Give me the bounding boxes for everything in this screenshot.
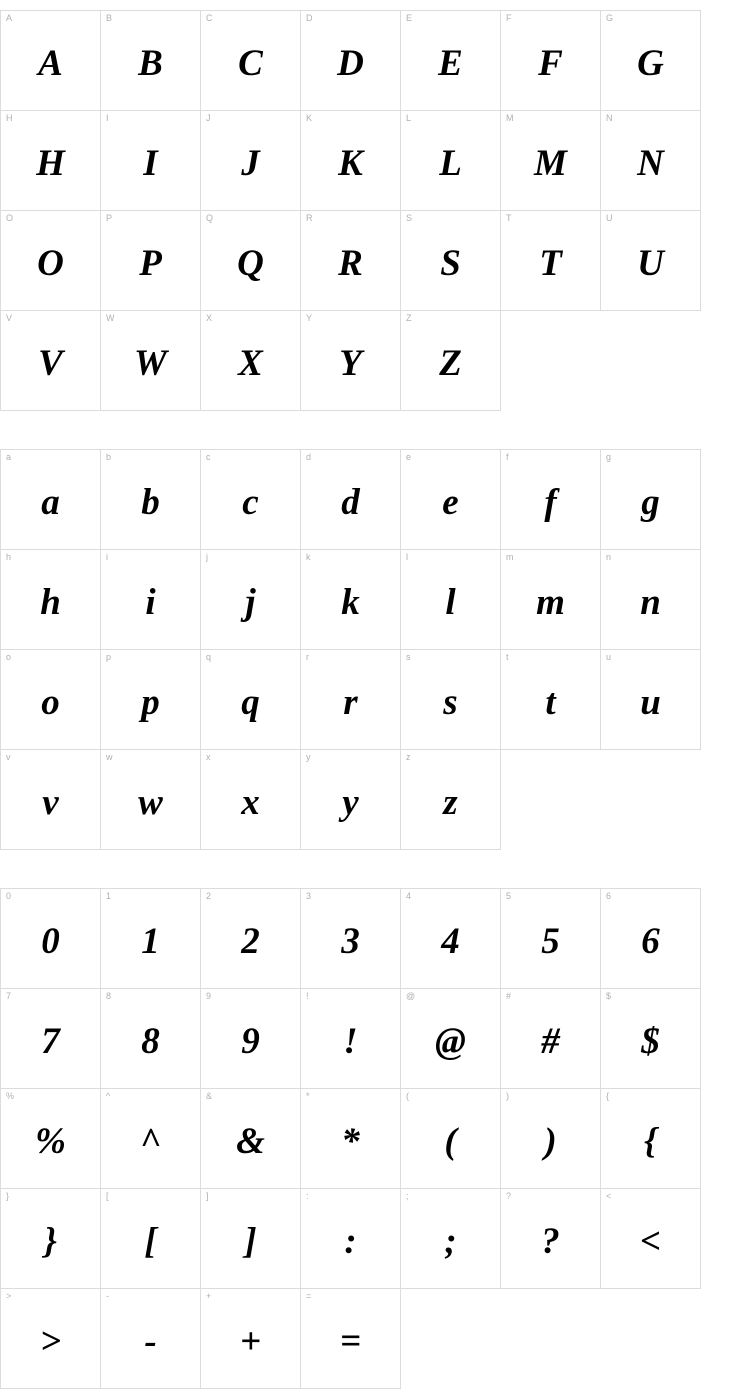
glyph-cell-code: V (6, 313, 13, 323)
glyph-cell-character: 7 (41, 1021, 60, 1062)
glyph-cell-character: 5 (541, 921, 560, 962)
glyph-cell-character: y (342, 782, 359, 823)
glyph-cell-character: = (339, 1321, 362, 1362)
glyph-cell-code: H (6, 113, 13, 123)
glyph-cell[interactable] (1, 11, 101, 111)
glyph-cell[interactable] (1, 989, 101, 1089)
glyph-cell-character: b (141, 482, 160, 523)
glyph-cell-character: m (536, 582, 565, 623)
glyph-cell[interactable] (601, 1089, 701, 1189)
glyph-cell[interactable] (501, 889, 601, 989)
glyph-cell[interactable] (601, 989, 701, 1089)
glyph-cell-code: # (506, 991, 512, 1001)
glyph-cell[interactable] (501, 650, 601, 750)
glyph-cell[interactable] (101, 550, 201, 650)
glyph-cell-character: 4 (441, 921, 460, 962)
glyph-cell[interactable] (201, 1189, 301, 1289)
glyph-cell[interactable] (201, 211, 301, 311)
glyph-cell-character: W (134, 343, 167, 384)
glyph-cell-character: - (144, 1321, 157, 1362)
glyph-cell[interactable] (201, 1289, 301, 1389)
glyph-cell-character: d (341, 482, 360, 523)
glyph-cell-code: I (106, 113, 109, 123)
glyph-cell-character: Q (237, 243, 264, 284)
glyph-cell[interactable] (501, 1189, 601, 1289)
glyph-cell-character: < (639, 1221, 662, 1262)
glyph-cell-code: @ (406, 991, 416, 1001)
glyph-cell-character: k (341, 582, 360, 623)
glyph-cell[interactable] (201, 450, 301, 550)
glyph-cell-code: S (406, 213, 413, 223)
glyph-cell[interactable] (401, 1089, 501, 1189)
glyph-cell[interactable] (101, 1189, 201, 1289)
glyph-cell-code: d (306, 452, 312, 462)
glyph-cell-character: K (338, 143, 363, 184)
glyph-cell-code: - (106, 1291, 109, 1301)
glyph-cell-character: x (241, 782, 260, 823)
glyph-cell-character: L (439, 143, 462, 184)
glyph-cell-code: > (6, 1291, 12, 1301)
glyph-cell-character: 9 (241, 1021, 260, 1062)
glyph-cell[interactable] (101, 750, 201, 850)
glyph-cell-code: R (306, 213, 313, 223)
glyph-cell-code: b (106, 452, 112, 462)
glyph-cell-character: 0 (41, 921, 60, 962)
glyph-cell-code: o (6, 652, 12, 662)
glyph-cell-code: f (506, 452, 509, 462)
glyph-cell-character: 1 (141, 921, 160, 962)
glyph-cell[interactable] (1, 111, 101, 211)
glyph-cell[interactable] (501, 450, 601, 550)
glyph-cell[interactable] (601, 889, 701, 989)
glyph-cell-code: e (406, 452, 412, 462)
glyph-cell-code: i (106, 552, 108, 562)
glyph-cell[interactable] (301, 11, 401, 111)
glyph-cell[interactable] (501, 1089, 601, 1189)
glyph-cell-character: f (544, 482, 557, 523)
glyph-cell-code: [ (106, 1191, 109, 1201)
glyph-cell-code: 2 (206, 891, 212, 901)
glyph-cell-code: < (606, 1191, 612, 1201)
glyph-cell[interactable] (301, 111, 401, 211)
glyph-cell[interactable] (501, 550, 601, 650)
glyph-cell-character: ( (444, 1121, 457, 1162)
glyph-cell-code: ) (506, 1091, 509, 1101)
glyph-cell[interactable] (1, 211, 101, 311)
glyph-cell[interactable] (401, 1189, 501, 1289)
glyph-cell-code: E (406, 13, 413, 23)
glyph-cell[interactable] (1, 650, 101, 750)
glyph-cell-code: 4 (406, 891, 412, 901)
glyph-cell-code: A (6, 13, 13, 23)
glyph-cell-code: p (106, 652, 112, 662)
glyph-cell-code: ] (206, 1191, 209, 1201)
glyph-cell-code: 8 (106, 991, 112, 1001)
glyph-cell-character: + (239, 1321, 262, 1362)
glyph-cell[interactable] (101, 989, 201, 1089)
glyph-cell[interactable] (601, 650, 701, 750)
glyph-cell[interactable] (601, 450, 701, 550)
glyph-cell-character: q (241, 682, 260, 723)
glyph-cell-character: 2 (241, 921, 260, 962)
glyph-cell-code: 7 (6, 991, 12, 1001)
glyph-cell-code: s (406, 652, 411, 662)
glyph-cell-character: T (539, 243, 562, 284)
glyph-cell[interactable] (1, 889, 101, 989)
glyph-cell-code: ^ (106, 1091, 111, 1101)
top-spacer (0, 0, 740, 10)
glyph-cell[interactable] (1, 311, 101, 411)
glyph-cell-code: Q (206, 213, 214, 223)
glyph-cell-code: T (506, 213, 512, 223)
glyph-cell-code: 3 (306, 891, 312, 901)
glyph-cell[interactable] (101, 11, 201, 111)
glyph-cell[interactable] (201, 889, 301, 989)
glyph-cell-character: 8 (141, 1021, 160, 1062)
glyph-cell[interactable] (301, 989, 401, 1089)
glyph-cell-character: n (640, 582, 661, 623)
glyph-cell-code: q (206, 652, 212, 662)
glyph-cell[interactable] (601, 550, 701, 650)
glyph-cell[interactable] (101, 311, 201, 411)
glyph-cell-character: 3 (341, 921, 360, 962)
glyph-cell-character: e (442, 482, 459, 523)
glyph-cell-code: g (606, 452, 612, 462)
glyph-cell[interactable] (301, 550, 401, 650)
glyph-cell-character: v (42, 782, 59, 823)
glyph-cell-code: ? (506, 1191, 512, 1201)
glyph-cell-character: # (541, 1021, 560, 1062)
glyph-cell-code: 0 (6, 891, 12, 901)
glyph-cell-character: @ (435, 1021, 466, 1062)
glyph-cell-character: w (138, 782, 163, 823)
glyph-cell-code: l (406, 552, 408, 562)
glyph-cell[interactable] (1, 550, 101, 650)
glyph-cell-code: 9 (206, 991, 212, 1001)
glyph-cell[interactable] (201, 11, 301, 111)
glyph-cell[interactable] (401, 550, 501, 650)
glyph-cell-character: N (637, 143, 664, 184)
glyph-cell[interactable] (1, 750, 101, 850)
glyph-cell-code: U (606, 213, 613, 223)
glyph-cell[interactable] (501, 111, 601, 211)
glyph-cell-code: F (506, 13, 512, 23)
glyph-cell-character: A (38, 43, 63, 84)
glyph-cell-character: ; (444, 1221, 457, 1262)
glyph-cell-code: j (206, 552, 208, 562)
glyph-cell[interactable] (101, 211, 201, 311)
glyph-cell-character: Z (439, 343, 462, 384)
glyph-cell[interactable] (101, 450, 201, 550)
glyph-cell-code: N (606, 113, 613, 123)
glyph-cell-character: B (138, 43, 163, 84)
glyph-cell-character: M (534, 143, 567, 184)
glyph-cell[interactable] (501, 989, 601, 1089)
glyph-cell[interactable] (1, 1189, 101, 1289)
glyph-cell-code: K (306, 113, 313, 123)
glyph-cell-character: ? (541, 1221, 560, 1262)
glyph-cell-code: z (406, 752, 411, 762)
glyph-cell[interactable] (201, 311, 301, 411)
glyph-cell-code: Z (406, 313, 412, 323)
glyph-cell-character: j (245, 582, 256, 623)
glyph-cell-code: X (206, 313, 213, 323)
glyph-cell-character: s (443, 682, 458, 723)
glyph-cell-character: } (44, 1221, 57, 1262)
glyph-cell-character: I (143, 143, 158, 184)
glyph-cell-code: L (406, 113, 412, 123)
glyph-cell[interactable] (601, 211, 701, 311)
glyph-cell-code: = (306, 1291, 312, 1301)
glyph-cell-code: : (306, 1191, 309, 1201)
glyph-cell-code: c (206, 452, 211, 462)
glyph-cell-code: u (606, 652, 612, 662)
glyph-cell-code: v (6, 752, 11, 762)
glyph-cell-character: U (637, 243, 664, 284)
glyph-cell[interactable] (201, 750, 301, 850)
glyph-grid-lowercase (0, 449, 701, 850)
glyph-cell-code: n (606, 552, 612, 562)
glyph-cell-character: X (238, 343, 263, 384)
section-gap-1 (0, 411, 740, 449)
glyph-cell-code: G (606, 13, 614, 23)
glyph-cell-character: H (36, 143, 65, 184)
glyph-cell[interactable] (601, 111, 701, 211)
glyph-cell-code: y (306, 752, 311, 762)
glyph-cell-code: 6 (606, 891, 612, 901)
glyph-cell[interactable] (301, 311, 401, 411)
glyph-cell-character: % (35, 1121, 66, 1162)
glyph-cell-code: D (306, 13, 313, 23)
glyph-cell-character: > (39, 1321, 62, 1362)
glyph-cell[interactable] (101, 889, 201, 989)
glyph-cell-character: R (338, 243, 363, 284)
glyph-cell[interactable] (201, 989, 301, 1089)
glyph-grid-symbols (0, 888, 701, 1389)
glyph-cell[interactable] (101, 1289, 201, 1389)
glyph-cell-code: a (6, 452, 12, 462)
glyph-cell[interactable] (401, 450, 501, 550)
glyph-grid-uppercase (0, 10, 701, 411)
glyph-cell[interactable] (201, 650, 301, 750)
glyph-cell-code: t (506, 652, 509, 662)
glyph-cell-code: $ (606, 991, 612, 1001)
glyph-cell-character: * (341, 1121, 360, 1162)
section-gap-2 (0, 850, 740, 888)
glyph-cell[interactable] (301, 450, 401, 550)
glyph-cell[interactable] (201, 111, 301, 211)
glyph-cell-character: a (41, 482, 60, 523)
glyph-cell-character: o (41, 682, 60, 723)
glyph-cell[interactable] (1, 1089, 101, 1189)
glyph-cell[interactable] (601, 1189, 701, 1289)
glyph-cell-character: : (344, 1221, 357, 1262)
glyph-cell-character: l (445, 582, 456, 623)
glyph-cell-code: J (206, 113, 211, 123)
glyph-cell[interactable] (501, 211, 601, 311)
glyph-cell[interactable] (401, 750, 501, 850)
glyph-cell-character: 6 (641, 921, 660, 962)
glyph-cell[interactable] (201, 550, 301, 650)
glyph-cell[interactable] (501, 11, 601, 111)
glyph-cell-code: 5 (506, 891, 512, 901)
glyph-cell[interactable] (401, 11, 501, 111)
glyph-cell-character: P (139, 243, 162, 284)
glyph-cell[interactable] (401, 211, 501, 311)
glyph-cell-code: } (6, 1191, 10, 1201)
glyph-cell-character: [ (144, 1221, 157, 1262)
glyph-cell-code: B (106, 13, 113, 23)
glyph-cell-code: ( (406, 1091, 409, 1101)
glyph-cell-code: h (6, 552, 12, 562)
glyph-cell-code: r (306, 652, 309, 662)
glyph-cell-character: C (238, 43, 263, 84)
glyph-cell-code: w (106, 752, 113, 762)
glyph-cell-code: 1 (106, 891, 112, 901)
glyph-cell[interactable] (301, 889, 401, 989)
glyph-cell-character: g (641, 482, 660, 523)
glyph-cell-code: ! (306, 991, 309, 1001)
glyph-cell[interactable] (401, 650, 501, 750)
glyph-cell-code: ; (406, 1191, 409, 1201)
glyph-cell[interactable] (401, 889, 501, 989)
glyph-cell[interactable] (301, 650, 401, 750)
glyph-cell-character: r (343, 682, 358, 723)
glyph-cell-character: Y (339, 343, 362, 384)
glyph-cell-code: k (306, 552, 311, 562)
glyph-cell-code: + (206, 1291, 212, 1301)
glyph-cell-character: { (644, 1121, 657, 1162)
glyph-cell-character: i (145, 582, 156, 623)
glyph-cell[interactable] (101, 111, 201, 211)
glyph-cell-character: t (545, 682, 556, 723)
glyph-cell[interactable] (101, 650, 201, 750)
glyph-cell-code: O (6, 213, 14, 223)
glyph-cell[interactable] (401, 111, 501, 211)
glyph-cell-character: E (438, 43, 463, 84)
glyph-cell[interactable] (1, 450, 101, 550)
glyph-cell-character: G (637, 43, 664, 84)
glyph-cell-character: J (241, 143, 260, 184)
glyph-cell-code: & (206, 1091, 213, 1101)
glyph-cell[interactable] (101, 1089, 201, 1189)
glyph-cell-character: ! (343, 1021, 358, 1062)
glyph-cell-code: P (106, 213, 113, 223)
glyph-cell-code: W (106, 313, 115, 323)
glyph-cell[interactable] (301, 1289, 401, 1389)
glyph-cell-character: h (40, 582, 61, 623)
glyph-cell[interactable] (301, 1189, 401, 1289)
glyph-cell-character: O (37, 243, 64, 284)
glyph-cell-code: * (306, 1091, 310, 1101)
glyph-cell-code: { (606, 1091, 610, 1101)
glyph-cell[interactable] (301, 211, 401, 311)
glyph-cell[interactable] (301, 1089, 401, 1189)
glyph-cell-character: V (38, 343, 63, 384)
glyph-cell-code: % (6, 1091, 15, 1101)
glyph-cell-character: F (538, 43, 563, 84)
glyph-cell-character: & (236, 1121, 265, 1162)
glyph-cell-character: ] (244, 1221, 257, 1262)
glyph-cell-code: Y (306, 313, 313, 323)
glyph-cell[interactable] (401, 989, 501, 1089)
glyph-cell-character: p (141, 682, 160, 723)
glyph-cell-character: $ (641, 1021, 660, 1062)
glyph-cell-character: z (443, 782, 458, 823)
glyph-cell-character: S (440, 243, 461, 284)
glyph-cell-character: ) (544, 1121, 557, 1162)
glyph-cell-code: M (506, 113, 514, 123)
glyph-cell-code: C (206, 13, 213, 23)
glyph-cell[interactable] (601, 11, 701, 111)
glyph-cell[interactable] (401, 311, 501, 411)
glyph-cell-code: m (506, 552, 514, 562)
glyph-cell-character: c (242, 482, 259, 523)
glyph-cell-character: u (640, 682, 661, 723)
glyph-cell[interactable] (301, 750, 401, 850)
glyph-cell-code: x (206, 752, 211, 762)
glyph-cell-character: D (337, 43, 364, 84)
glyph-cell[interactable] (1, 1289, 101, 1389)
glyph-cell[interactable] (201, 1089, 301, 1189)
glyph-cell-character: ^ (139, 1121, 162, 1162)
